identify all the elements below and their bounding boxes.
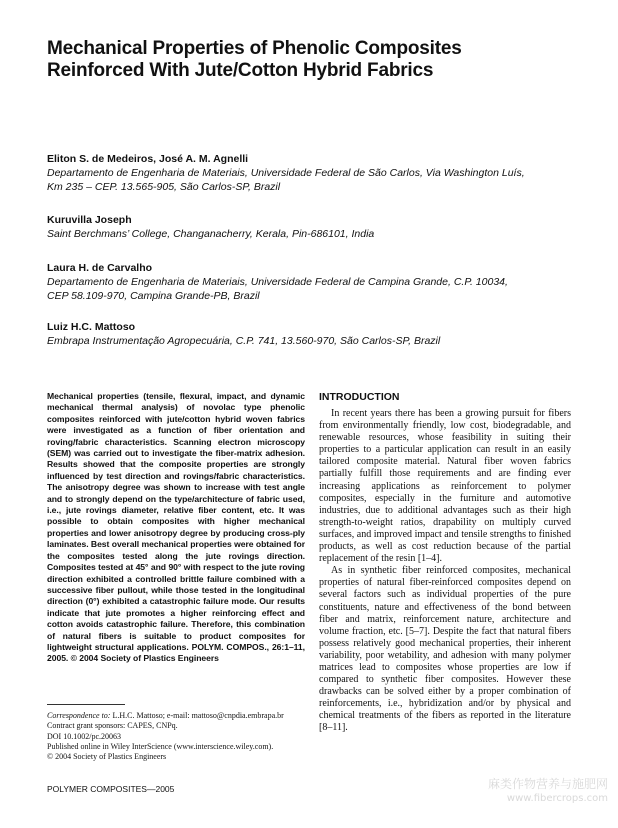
author-affiliation [47,227,587,241]
author-affiliation [47,334,587,348]
running-footer: POLYMER COMPOSITES—2005 [47,784,175,794]
affiliation-line: Embrapa Instrumentação Agropecuária, C.P. 741, 13.560-970, São Carlos-SP, Brazil [47,335,441,347]
article-title [47,38,587,82]
article-title-line-1: Mechanical Properties of Phenolic Composites [47,38,462,59]
author-group-1 [47,152,587,194]
article-title-line-2: Reinforced With Jute/Cotton Hybrid Fabrics [47,60,434,81]
doi-note: DOI 10.1002/pc.20063 [47,731,121,741]
correspondence-label: Correspondence to: [47,711,111,720]
introduction-body [319,408,571,735]
published-online-note: Published online in Wiley InterScience (www.interscience.wiley.com). [47,741,274,751]
affiliation-line: Saint Berchmans’ College, Changanacherry, Kerala, Pin-686101, India [47,228,375,240]
footnotes [47,711,309,762]
section-heading-introduction: INTRODUCTION [319,391,400,403]
footnote-divider [47,704,125,705]
author-group-4 [47,320,587,348]
affiliation-line: Departamento de Engenharia de Materiais, Universidade Federal de Campina Grande, C.P. 10034, [47,276,508,288]
author-name: Kuruvilla Joseph [47,214,132,226]
affiliation-line: Departamento de Engenharia de Materiais, Universidade Federal de São Carlos, Via Washington Luís, [47,167,525,179]
author-group-2 [47,213,587,241]
abstract: Mechanical properties (tensile, flexural, impact, and dynamic mechanical thermal analysis) of novolac type phenolic composites reinforced with jute/cotton hybrid woven fabrics were investigated as a function of fiber orientation and roving/fabric characteristics. Scanning electron microscopy (SEM) was carried out to investigate the fiber-matrix adhesion. Results showed that the composite properties are strongly influenced by test direction and rovings/fabric characteristics. The anisotropy degree was shown to increase with test angle and to strongly depend on the type/architecture of fabric used, i.e., jute rovings diameter, relative fiber content, etc. It was possible to obtain composites with higher mechanical properties and lower anisotropy degree by producing cross-ply laminates. Best overall mechanical properties were obtained for the composites tested along the jute rovings direction. Composites tested at 45° and 90° with respect to the jute roving direction exhibited a controlled brittle failure combined with a successive fiber pullout, while those tested in the longitudinal direction (0°) exhibited a catastrophic failure mode. Our results indicate that jute promotes a higher reinforcing effect and cotton avoids catastrophic failure. Therefore, this combination of natural fibers is suitable to product composites for lightweight structural applications. POLYM. COMPOS., 26:1–11, 2005. © 2004 Society of Plastics Engineers [47,391,305,664]
watermark-line: 麻类作物营养与施肥网 [487,777,608,791]
affiliation-line: CEP 58.109-970, Campina Grande-PB, Brazil [47,290,260,302]
correspondence-text: L.H.C. Mattoso; e-mail: mattoso@cnpdia.embrapa.br [110,711,284,720]
author-affiliation [47,166,587,194]
author-affiliation [47,275,587,303]
site-watermark [488,777,608,805]
author-name: Eliton S. de Medeiros, José A. M. Agnelli [47,153,249,165]
author-name: Luiz H.C. Mattoso [47,321,136,333]
author-name: Laura H. de Carvalho [47,262,153,274]
grant-sponsors-note: Contract grant sponsors: CAPES, CNPq. [47,721,178,731]
correspondence-note [47,711,309,721]
affiliation-line: Km 235 – CEP. 13.565-905, São Carlos-SP, Brazil [47,181,281,193]
author-group-3 [47,261,587,303]
paragraph: As in synthetic fiber reinforced composites, mechanical properties of natural fiber-reinforced composites depend on several factors such as individual properties of the pure constituents, nature and effectiveness of the bond between fiber and matrix, reinforcement nature, architecture and volume fraction, etc. [5–7]. Despite the fact that natural fibers possess relatively good mechanical properties, their inherent variability, poor wetability, and adhesion with many polymer matrices lead to composites whose properties are low if compared to synthetic fiber composites. However these drawbacks can be solved either by a proper combination of reinforcements, i.e., hybridization and/or by physical and chemical treatments of the fibers as reported in the literature [8–11]. [319,565,571,734]
watermark-line: www.fibercrops.com [506,793,608,804]
paragraph: In recent years there has been a growing pursuit for fibers from environmentally friendly, low cost, biodegradable, and renewable resources, whose feasibility in suiting their properties to a particular application can result in an easily tailored composite material. Natural fiber woven fabrics partially fulfill those requirements and are finding ever increasing applications as reinforcement to polymer composites, especially in the furniture and automotive industries, due to additional advantages such as their high strength-to-weight ratios, drapability on multiply curved surfaces, and improved impact and tensile strengths to finished products, as well as cost reduction because of the partial replacement of the resin [1–4]. [319,408,571,565]
copyright-note: © 2004 Society of Plastics Engineers [47,752,167,762]
